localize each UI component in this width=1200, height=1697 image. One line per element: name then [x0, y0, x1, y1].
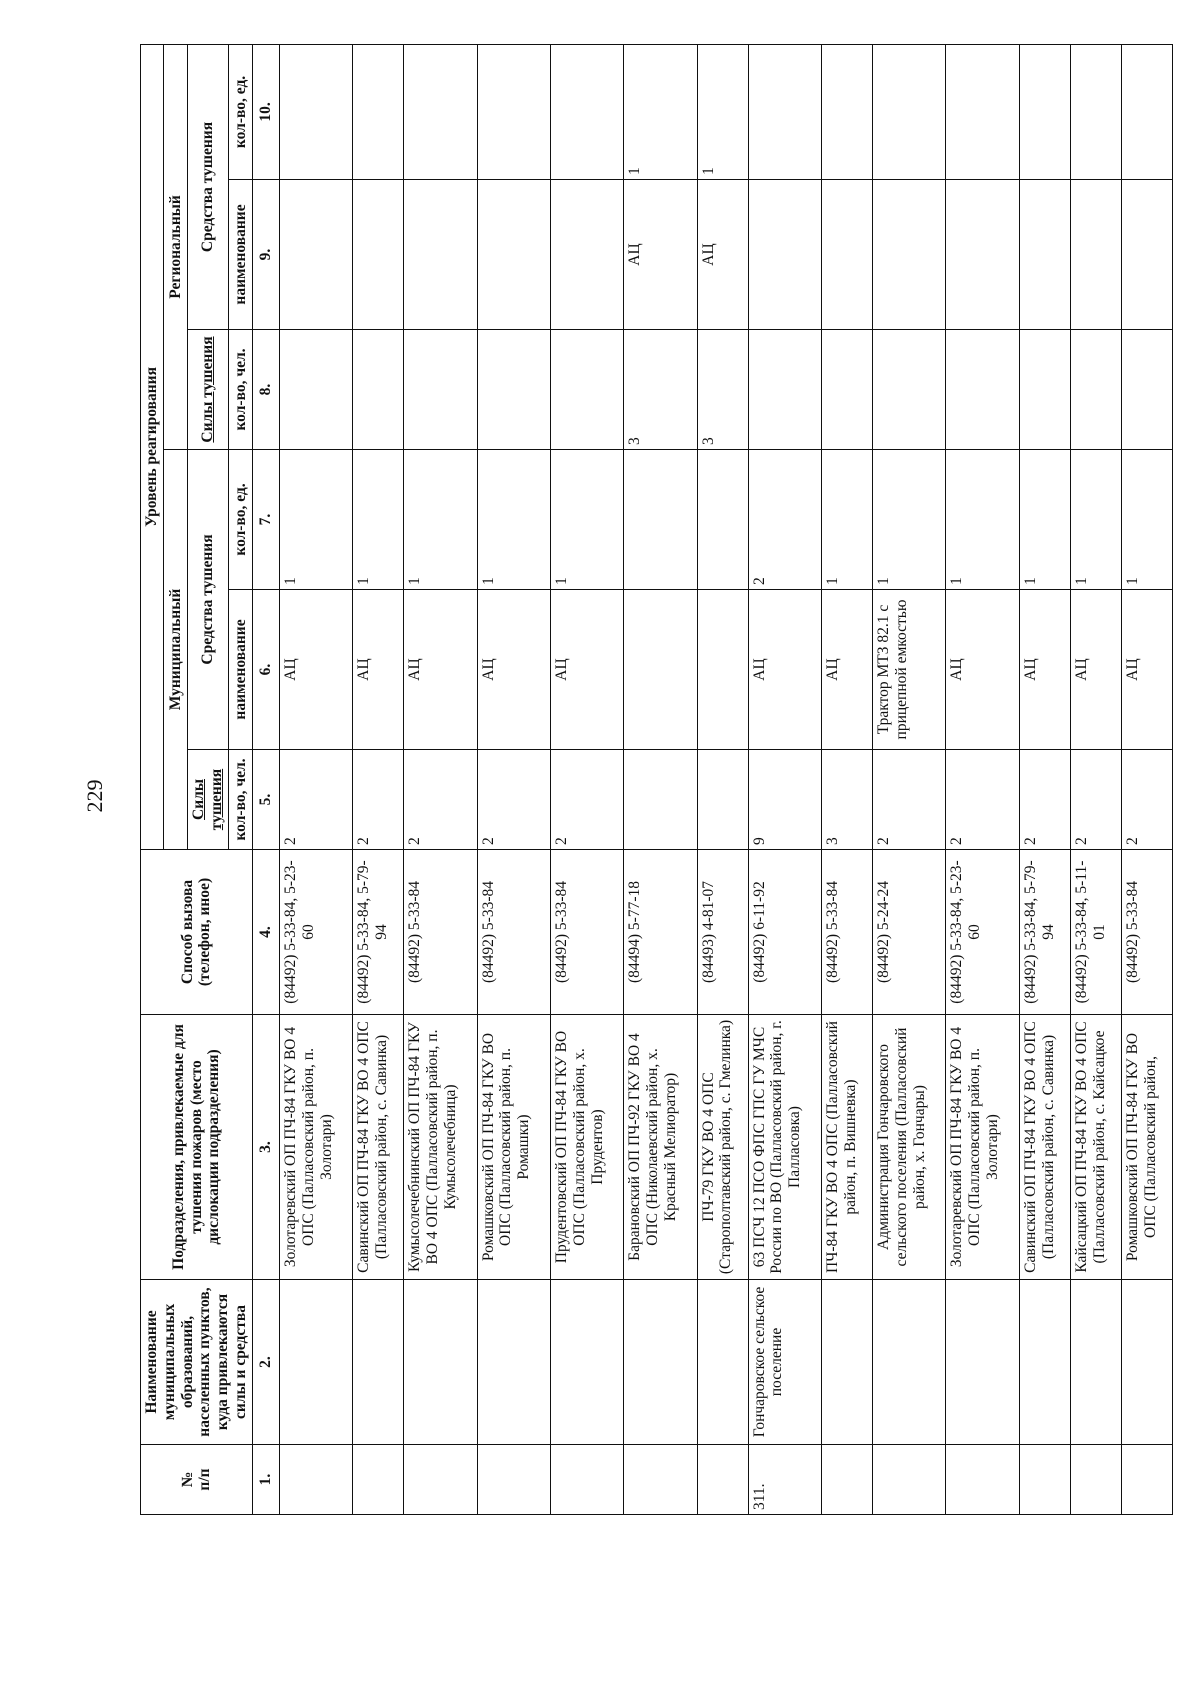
- row-regional-means-qty: [279, 44, 352, 179]
- column-number: 10.: [252, 44, 279, 179]
- row-number: [822, 1445, 873, 1515]
- row-regional-means-name: [873, 180, 946, 330]
- row-municipal-people: 2: [1121, 750, 1172, 850]
- column-number: 8.: [252, 330, 279, 450]
- row-locality: [822, 1280, 873, 1445]
- row-regional-people: [1070, 330, 1121, 450]
- header-locality: Наименование муниципальных образований, населенных пунктов, куда привлекаются силы и средства: [141, 1280, 253, 1445]
- row-unit: Барановский ОП ПЧ-92 ГКУ ВО 4 ОПС (Николаевский район, х. Красный Мелиоратор): [624, 1015, 697, 1280]
- row-municipal-means-name: АЦ: [748, 590, 821, 750]
- row-locality: [1019, 1280, 1070, 1445]
- row-locality: [550, 1280, 623, 1445]
- row-municipal-means-name: АЦ: [822, 590, 873, 750]
- row-number: [477, 1445, 550, 1515]
- row-municipal-people: 2: [477, 750, 550, 850]
- row-regional-people: [873, 330, 946, 450]
- row-call-method: (84492) 5-33-84, 5-11-01: [1070, 850, 1121, 1015]
- row-regional-means-name: [946, 180, 1019, 330]
- column-number: 9.: [252, 180, 279, 330]
- table-row: [748, 44, 821, 1514]
- row-call-method: (84492) 6-11-92: [748, 850, 821, 1015]
- row-municipal-people: 2: [279, 750, 352, 850]
- row-regional-means-name: АЦ: [697, 180, 748, 330]
- row-number: [550, 1445, 623, 1515]
- column-number: 4.: [252, 850, 279, 1015]
- table-body: [279, 44, 1172, 1514]
- row-locality: [404, 1280, 477, 1445]
- row-regional-people: [477, 330, 550, 450]
- row-locality: [624, 1280, 697, 1445]
- header-m-means: Средства тушения: [187, 450, 229, 750]
- row-regional-means-qty: [1019, 44, 1070, 179]
- row-municipal-means-name: [624, 590, 697, 750]
- row-regional-people: [404, 330, 477, 450]
- table-row: [873, 44, 946, 1514]
- row-municipal-means-name: АЦ: [946, 590, 1019, 750]
- row-regional-people: [946, 330, 1019, 450]
- row-municipal-people: 2: [550, 750, 623, 850]
- row-regional-people: [822, 330, 873, 450]
- row-locality: [1121, 1280, 1172, 1445]
- row-municipal-people: [624, 750, 697, 850]
- row-number: 311.: [748, 1445, 821, 1515]
- row-municipal-people: 2: [946, 750, 1019, 850]
- row-regional-means-qty: [946, 44, 1019, 179]
- row-municipal-means-name: АЦ: [1070, 590, 1121, 750]
- column-number: 3.: [252, 1015, 279, 1280]
- row-regional-means-name: [1070, 180, 1121, 330]
- row-municipal-means-qty: 1: [353, 450, 404, 590]
- row-municipal-means-name: АЦ: [1121, 590, 1172, 750]
- row-municipal-people: [697, 750, 748, 850]
- rotated-table-wrapper: [140, 45, 1170, 1515]
- table-row: [624, 44, 697, 1514]
- table-row: [697, 44, 748, 1514]
- row-regional-means-name: [550, 180, 623, 330]
- header-r-means: Средства тушения: [187, 44, 229, 329]
- column-number: 5.: [252, 750, 279, 850]
- row-number: [873, 1445, 946, 1515]
- row-regional-means-name: [404, 180, 477, 330]
- row-unit: Кайсацкий ОП ПЧ-84 ГКУ ВО 4 ОПС (Палласовский район, с. Кайсацкое: [1070, 1015, 1121, 1280]
- row-regional-people: 3: [624, 330, 697, 450]
- header-m-forces: Силы тушения: [187, 750, 229, 850]
- row-call-method: (84492) 5-33-84: [1121, 850, 1172, 1015]
- row-municipal-means-qty: 1: [1019, 450, 1070, 590]
- table-row: [1019, 44, 1070, 1514]
- table-row: [477, 44, 550, 1514]
- row-locality: [697, 1280, 748, 1445]
- header-units: Подразделения, привлекаемые для тушения пожаров (место дислокации подразделения): [141, 1015, 253, 1280]
- table-row: [1070, 44, 1121, 1514]
- row-unit: Савинский ОП ПЧ-84 ГКУ ВО 4 ОПС (Палласовский район, с. Савинка): [353, 1015, 404, 1280]
- header-r-qty-units: кол-во, ед.: [229, 44, 252, 179]
- table-row: [404, 44, 477, 1514]
- table-row: [946, 44, 1019, 1514]
- row-number: [697, 1445, 748, 1515]
- row-regional-means-name: [748, 180, 821, 330]
- row-municipal-means-qty: 1: [477, 450, 550, 590]
- header-m-name: наименование: [229, 590, 252, 750]
- header-r-forces: Силы тушения: [187, 330, 229, 450]
- row-regional-means-name: [279, 180, 352, 330]
- row-call-method: (84492) 5-33-84, 5-23-60: [279, 850, 352, 1015]
- row-number: [404, 1445, 477, 1515]
- row-unit: ПЧ-84 ГКУ ВО 4 ОПС (Палласовский район, п. Вишневка): [822, 1015, 873, 1280]
- row-unit: Золотаревский ОП ПЧ-84 ГКУ ВО 4 ОПС (Палласовский район, п. Золотари): [279, 1015, 352, 1280]
- row-regional-means-name: [1121, 180, 1172, 330]
- row-regional-means-qty: [550, 44, 623, 179]
- table-row: [353, 44, 404, 1514]
- row-municipal-means-name: [697, 590, 748, 750]
- row-unit: Золотаревский ОП ПЧ-84 ГКУ ВО 4 ОПС (Палласовский район, п. Золотари): [946, 1015, 1019, 1280]
- row-municipal-means-name: АЦ: [279, 590, 352, 750]
- row-number: [279, 1445, 352, 1515]
- row-municipal-people: 2: [873, 750, 946, 850]
- row-regional-means-qty: [822, 44, 873, 179]
- row-call-method: (84492) 5-33-84, 5-79-94: [1019, 850, 1070, 1015]
- header-call-method: Способ вызова (телефон, иное): [141, 850, 253, 1015]
- row-municipal-means-qty: [624, 450, 697, 590]
- row-regional-means-qty: [1070, 44, 1121, 179]
- row-locality: [353, 1280, 404, 1445]
- row-unit: Кумысолечебнинский ОП ПЧ-84 ГКУ ВО 4 ОПС (Палласовский район, п. Кумысолечебница): [404, 1015, 477, 1280]
- header-r-qty-people: кол-во, чел.: [229, 330, 252, 450]
- row-municipal-means-qty: 1: [404, 450, 477, 590]
- header-response-level: Уровень реагирования: [141, 44, 164, 849]
- row-regional-people: [550, 330, 623, 450]
- row-call-method: (84493) 4-81-07: [697, 850, 748, 1015]
- column-number: 1.: [252, 1445, 279, 1515]
- row-regional-means-name: [477, 180, 550, 330]
- row-locality: [279, 1280, 352, 1445]
- row-number: [353, 1445, 404, 1515]
- row-call-method: (84494) 5-77-18: [624, 850, 697, 1015]
- row-regional-people: [1019, 330, 1070, 450]
- row-unit: Савинский ОП ПЧ-84 ГКУ ВО 4 ОПС (Палласовский район, с. Савинка): [1019, 1015, 1070, 1280]
- row-unit: Ромашковский ОП ПЧ-84 ГКУ ВО ОПС (Палласовский район,: [1121, 1015, 1172, 1280]
- table-row: [822, 44, 873, 1514]
- row-municipal-means-name: АЦ: [353, 590, 404, 750]
- row-call-method: (84492) 5-33-84, 5-79-94: [353, 850, 404, 1015]
- row-municipal-people: 2: [404, 750, 477, 850]
- row-call-method: (84492) 5-33-84, 5-23-60: [946, 850, 1019, 1015]
- row-regional-means-qty: [477, 44, 550, 179]
- row-municipal-means-qty: 1: [550, 450, 623, 590]
- row-regional-means-name: [1019, 180, 1070, 330]
- row-municipal-means-qty: 1: [279, 450, 352, 590]
- row-regional-people: [1121, 330, 1172, 450]
- row-regional-people: 3: [697, 330, 748, 450]
- row-call-method: (84492) 5-33-84: [822, 850, 873, 1015]
- row-municipal-means-qty: [697, 450, 748, 590]
- row-locality: [477, 1280, 550, 1445]
- row-number: [1121, 1445, 1172, 1515]
- row-unit: Прудентовский ОП ПЧ-84 ГКУ ВО ОПС (Палласовский район, х. Прудентов): [550, 1015, 623, 1280]
- row-municipal-means-name: АЦ: [1019, 590, 1070, 750]
- row-municipal-people: 9: [748, 750, 821, 850]
- row-regional-means-qty: 1: [624, 44, 697, 179]
- column-number-row: [252, 44, 279, 1514]
- row-number: [1019, 1445, 1070, 1515]
- row-unit: ПЧ-79 ГКУ ВО 4 ОПС (Старополтавский район, с. Гмелинка): [697, 1015, 748, 1280]
- header-m-qty-people: кол-во, чел.: [229, 750, 252, 850]
- row-number: [1070, 1445, 1121, 1515]
- row-regional-means-qty: 1: [697, 44, 748, 179]
- row-municipal-means-qty: 1: [1070, 450, 1121, 590]
- page-number: 229: [82, 779, 107, 813]
- row-locality: [873, 1280, 946, 1445]
- row-municipal-people: 2: [1070, 750, 1121, 850]
- row-number: [946, 1445, 1019, 1515]
- row-regional-means-name: [822, 180, 873, 330]
- column-number: 2.: [252, 1280, 279, 1445]
- row-number: [624, 1445, 697, 1515]
- table-row: [550, 44, 623, 1514]
- row-municipal-means-name: АЦ: [550, 590, 623, 750]
- header-m-qty-units: кол-во, ед.: [229, 450, 252, 590]
- row-municipal-people: 3: [822, 750, 873, 850]
- header-number: № п/п: [141, 1445, 253, 1515]
- row-municipal-means-name: Трактор МТЗ 82.1 с прицепной емкостью: [873, 590, 946, 750]
- row-call-method: (84492) 5-33-84: [550, 850, 623, 1015]
- row-call-method: (84492) 5-33-84: [404, 850, 477, 1015]
- row-municipal-means-qty: 1: [822, 450, 873, 590]
- row-municipal-means-name: АЦ: [404, 590, 477, 750]
- row-municipal-means-qty: 1: [1121, 450, 1172, 590]
- row-regional-people: [279, 330, 352, 450]
- fire-response-table: [140, 44, 1173, 1515]
- row-unit: Администрация Гончаровского сельского поселения (Палласовский район, х. Гончары): [873, 1015, 946, 1280]
- row-regional-means-qty: [873, 44, 946, 179]
- row-unit: Ромашковский ОП ПЧ-84 ГКУ ВО ОПС (Палласовский район, п. Ромашки): [477, 1015, 550, 1280]
- row-locality: [946, 1280, 1019, 1445]
- row-regional-people: [353, 330, 404, 450]
- header-r-name: наименование: [229, 180, 252, 330]
- row-regional-means-qty: [353, 44, 404, 179]
- header-municipal: Муниципальный: [164, 450, 187, 850]
- row-call-method: (84492) 5-24-24: [873, 850, 946, 1015]
- column-number: 6.: [252, 590, 279, 750]
- row-municipal-means-qty: 2: [748, 450, 821, 590]
- table-row: [1121, 44, 1172, 1514]
- row-locality: Гончаровское сельское поселение: [748, 1280, 821, 1445]
- header-regional: Региональный: [164, 44, 187, 449]
- row-municipal-people: 2: [353, 750, 404, 850]
- row-regional-means-qty: [748, 44, 821, 179]
- row-regional-means-name: [353, 180, 404, 330]
- row-municipal-means-name: АЦ: [477, 590, 550, 750]
- column-number: 7.: [252, 450, 279, 590]
- row-regional-means-name: АЦ: [624, 180, 697, 330]
- row-regional-people: [748, 330, 821, 450]
- row-call-method: (84492) 5-33-84: [477, 850, 550, 1015]
- row-regional-means-qty: [1121, 44, 1172, 179]
- row-regional-means-qty: [404, 44, 477, 179]
- row-municipal-means-qty: 1: [873, 450, 946, 590]
- table-row: [279, 44, 352, 1514]
- row-municipal-means-qty: 1: [946, 450, 1019, 590]
- row-locality: [1070, 1280, 1121, 1445]
- row-unit: 63 ПСЧ 12 ПСО ФПС ГПС ГУ МЧС России по ВО (Палласовский район, г. Палласовка): [748, 1015, 821, 1280]
- row-municipal-people: 2: [1019, 750, 1070, 850]
